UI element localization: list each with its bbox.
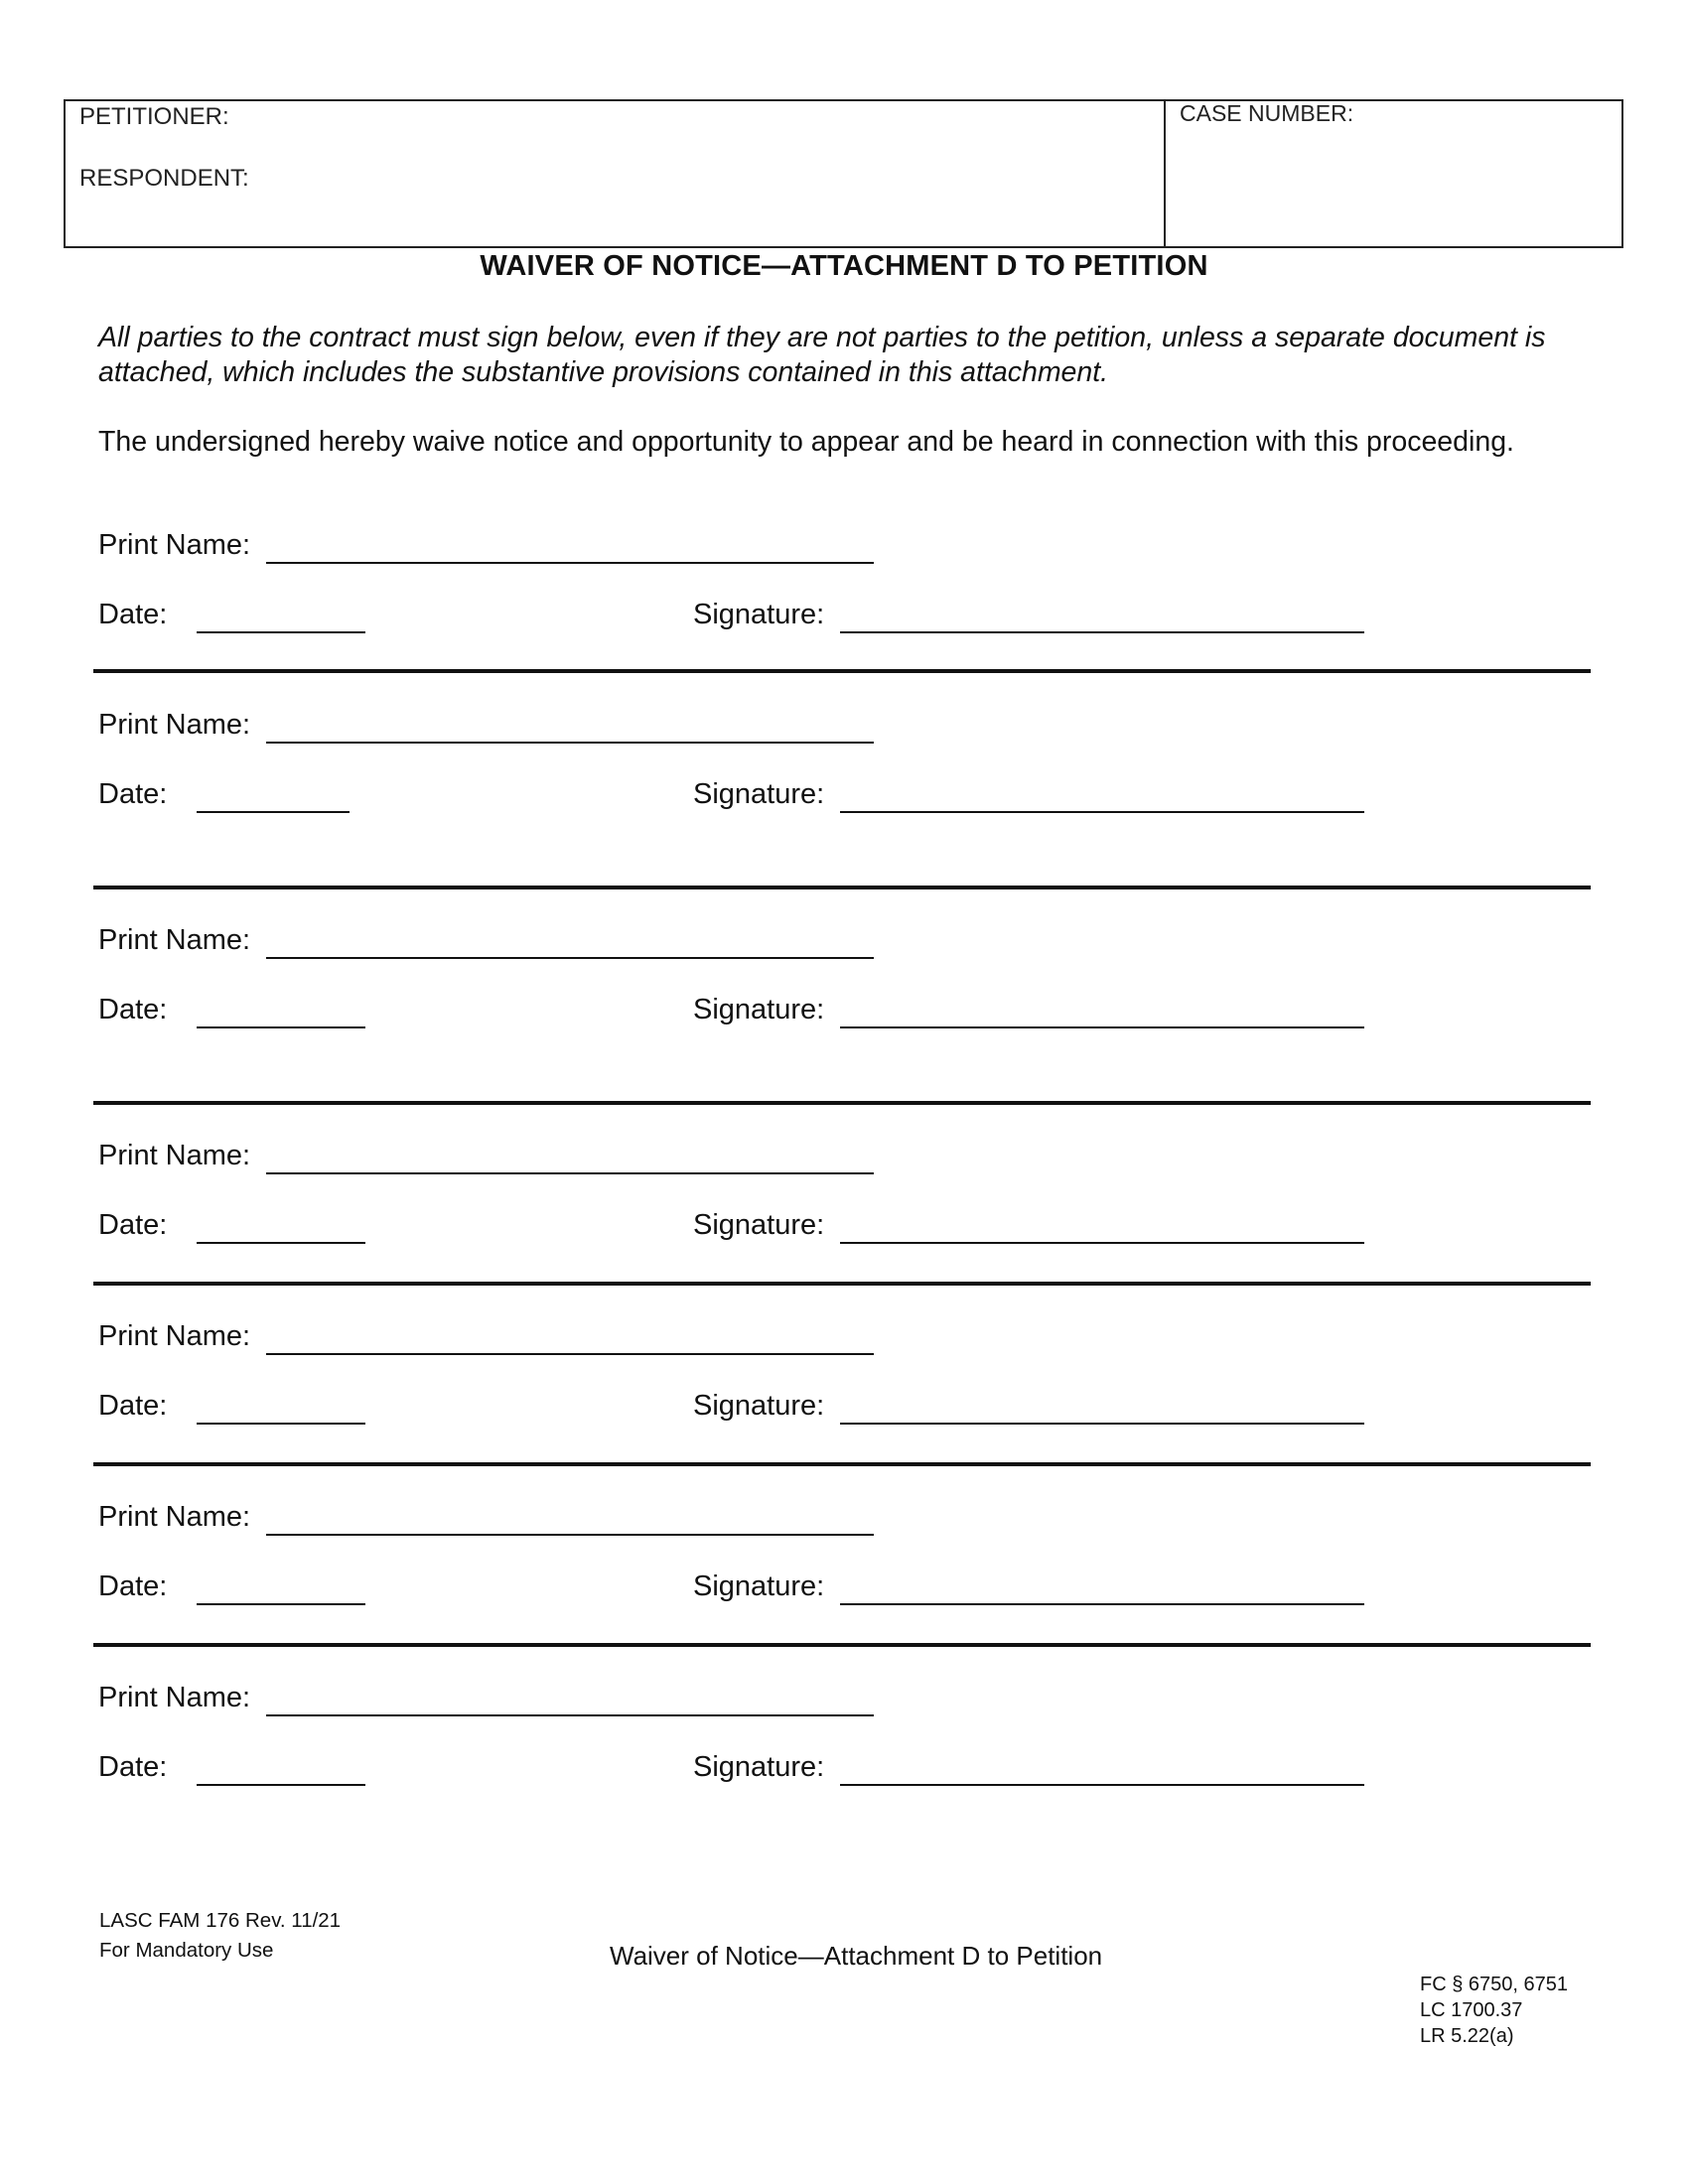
section-divider <box>93 669 1591 673</box>
signature-label: Signature: <box>693 778 825 810</box>
signature-field-1[interactable] <box>842 598 1362 631</box>
date-field-4[interactable] <box>199 1208 365 1242</box>
respondent-label: RESPONDENT: <box>79 165 249 192</box>
print-name-label: Print Name: <box>98 1682 251 1713</box>
respondent-field[interactable] <box>288 165 1146 199</box>
date-label: Date: <box>98 599 168 630</box>
print-name-label: Print Name: <box>98 924 251 956</box>
date-field-6[interactable] <box>199 1570 365 1603</box>
print-name-field-7[interactable] <box>268 1681 872 1714</box>
print-name-label: Print Name: <box>98 1320 251 1352</box>
case-number-label: CASE NUMBER: <box>1180 100 1354 126</box>
date-label: Date: <box>98 778 168 810</box>
date-label: Date: <box>98 1570 168 1602</box>
signature-line <box>840 1026 1364 1028</box>
print-name-field-3[interactable] <box>268 923 872 957</box>
signature-field-7[interactable] <box>842 1750 1362 1784</box>
form-title: WAIVER OF NOTICE—ATTACHMENT D TO PETITION <box>480 250 1208 282</box>
print-name-line <box>266 1534 874 1536</box>
form-id: LASC FAM 176 Rev. 11/21 <box>99 1909 342 1932</box>
date-label: Date: <box>98 1209 168 1241</box>
print-name-line <box>266 957 874 959</box>
signature-field-3[interactable] <box>842 993 1362 1026</box>
print-name-field-2[interactable] <box>268 708 872 742</box>
mandatory-use-note: For Mandatory Use <box>99 1939 274 1962</box>
date-field-7[interactable] <box>199 1750 365 1784</box>
print-name-line <box>266 1172 874 1174</box>
date-label: Date: <box>98 1390 168 1422</box>
signature-line <box>840 811 1364 813</box>
print-name-line <box>266 1714 874 1716</box>
date-line <box>197 1242 365 1244</box>
signature-label: Signature: <box>693 1390 825 1422</box>
date-line <box>197 631 365 633</box>
footer-title: Waiver of Notice—Attachment D to Petition <box>610 1941 1103 1971</box>
print-name-line <box>266 562 874 564</box>
print-name-label: Print Name: <box>98 709 251 741</box>
section-divider <box>93 886 1591 889</box>
signature-line <box>840 1242 1364 1244</box>
signature-label: Signature: <box>693 1209 825 1241</box>
petitioner-label: PETITIONER: <box>79 103 229 130</box>
instructions-text: All parties to the contract must sign below, even if they are not parties to the petition, unless a separate document is attached, which includes the substantive provisions contained in this attachment. <box>98 322 1546 388</box>
date-field-1[interactable] <box>199 598 365 631</box>
signature-label: Signature: <box>693 1570 825 1602</box>
date-field-2[interactable] <box>199 777 350 811</box>
date-line <box>197 1603 365 1605</box>
date-line <box>197 1784 365 1786</box>
signature-line <box>840 1784 1364 1786</box>
print-name-line <box>266 1353 874 1355</box>
signature-label: Signature: <box>693 1751 825 1783</box>
print-name-field-4[interactable] <box>268 1139 872 1172</box>
section-divider <box>93 1282 1591 1286</box>
signature-field-4[interactable] <box>842 1208 1362 1242</box>
date-field-5[interactable] <box>199 1389 365 1423</box>
section-divider <box>93 1101 1591 1105</box>
waiver-statement: The undersigned hereby waive notice and opportunity to appear and be heard in connection with this proceeding. <box>98 426 1514 458</box>
signature-field-6[interactable] <box>842 1570 1362 1603</box>
print-name-label: Print Name: <box>98 1140 251 1171</box>
signature-line <box>840 631 1364 633</box>
print-name-label: Print Name: <box>98 1501 251 1533</box>
date-line <box>197 811 350 813</box>
signature-label: Signature: <box>693 599 825 630</box>
signature-line <box>840 1603 1364 1605</box>
signature-field-2[interactable] <box>842 777 1362 811</box>
citation-lc: LC 1700.37 <box>1420 1999 1523 2021</box>
date-line <box>197 1423 365 1425</box>
citation-fc: FC § 6750, 6751 <box>1420 1974 1568 1995</box>
print-name-field-5[interactable] <box>268 1319 872 1353</box>
print-name-line <box>266 742 874 744</box>
print-name-field-6[interactable] <box>268 1500 872 1534</box>
date-label: Date: <box>98 1751 168 1783</box>
citation-lr: LR 5.22(a) <box>1420 2025 1514 2047</box>
caption-divider <box>1164 99 1166 248</box>
case-number-field[interactable] <box>1180 139 1611 173</box>
signature-line <box>840 1423 1364 1425</box>
section-divider <box>93 1643 1591 1647</box>
petitioner-field[interactable] <box>258 103 1146 137</box>
date-field-3[interactable] <box>199 993 365 1026</box>
date-line <box>197 1026 365 1028</box>
section-divider <box>93 1462 1591 1466</box>
signature-label: Signature: <box>693 994 825 1025</box>
signature-field-5[interactable] <box>842 1389 1362 1423</box>
print-name-field-1[interactable] <box>268 528 872 562</box>
print-name-label: Print Name: <box>98 529 251 561</box>
date-label: Date: <box>98 994 168 1025</box>
